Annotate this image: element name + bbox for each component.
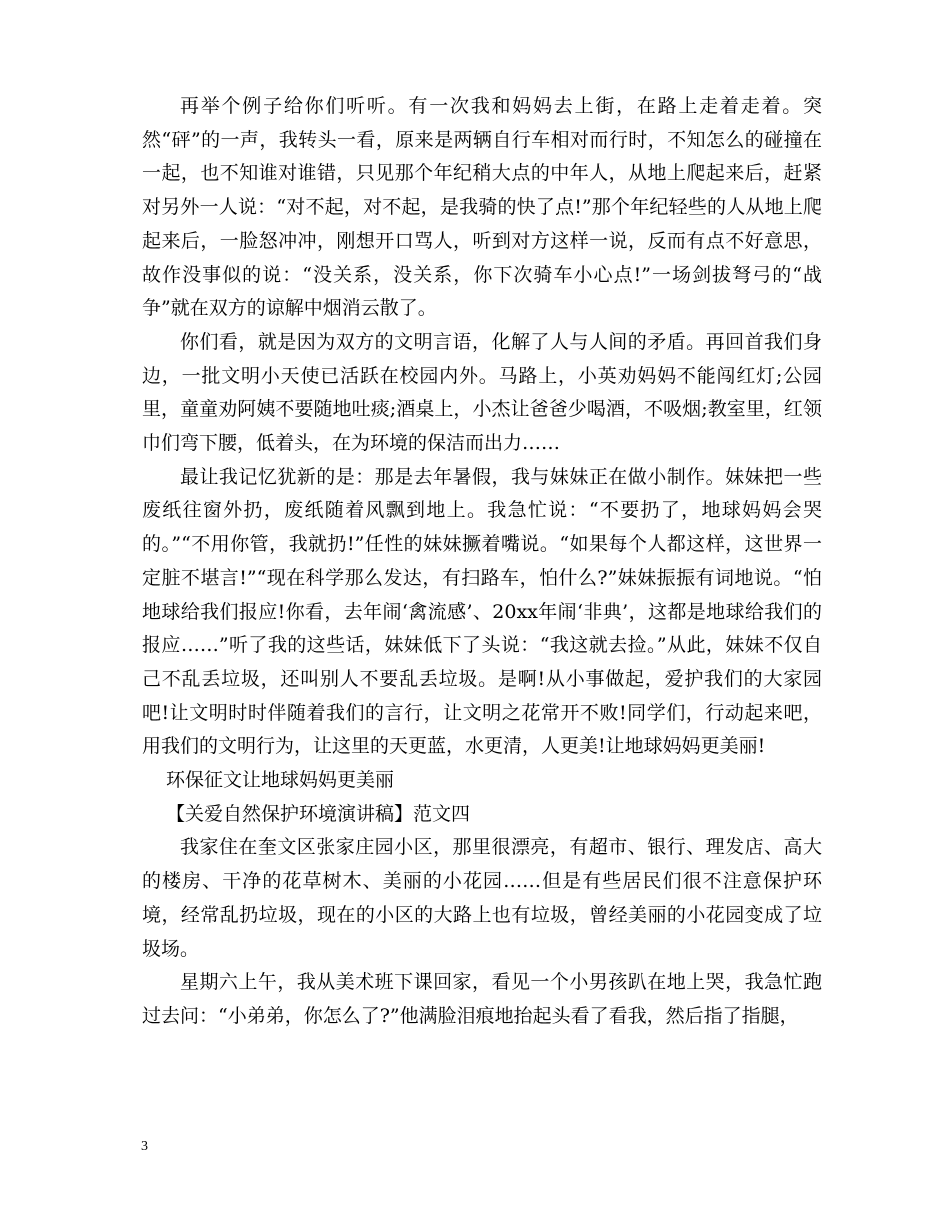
body-paragraph: 星期六上午，我从美术班下课回家，看见一个小男孩趴在地上哭，我急忙跑过去问：“小弟弟，你怎么了?”他满脸泪痕地抬起头看了看我，然后指了指腿，: [142, 971, 822, 1027]
section-heading: 【关爱自然保护环境演讲稿】范文四: [166, 802, 471, 825]
body-paragraph: 你们看，就是因为双方的文明言语，化解了人与人间的矛盾。再回首我们身边，一批文明小天使已活跃在校园内外。马路上，小英劝妈妈不能闯红灯;公园里，童童劝阿姨不要随地吐痰;酒桌上，小杰让爸爸少喝酒，不吸烟;教室里，红领巾们弯下腰，低着头，在为环境的保洁而出力……: [142, 330, 822, 455]
body-paragraph: 我家住在奎文区张家庄园小区，那里很漂亮，有超市、银行、理发店、高大的楼房、干净的花草树木、美丽的小花园……但是有些居民们很不注意保护环境，经常乱扔垃圾，现在的小区的大路上也有垃圾，曾经美丽的小花园变成了垃圾场。: [142, 836, 822, 960]
body-paragraph: 最让我记忆犹新的是：那是去年暑假，我与妹妹正在做小制作。妹妹把一些废纸往窗外扔，废纸随着风飘到地上。我急忙说：“不要扔了，地球妈妈会哭的。”“不用你管，我就扔!”任性的妹妹撅着嘴说。“如果每个人都这样，这世界一定脏不堪言!”“现在科学那么发达，有扫路车，怕什么?”妹妹振振有词地说。“怕地球给我们报应!你看，去年闹‘禽流感’、20xx年闹‘非典’，这都是地球给我们的报应……”听了我的这些话，妹妹低下了头说：“我这就去捡。”从此，妹妹不仅自己不乱丢垃圾，还叫别人不要乱丢垃圾。是啊!从小事做起，爱护我们的大家园吧!让文明时时伴随着我们的言行，让文明之花常开不败!同学们，行动起来吧，用我们的文明行为，让这里的天更蓝，水更清，人更美!让地球妈妈更美丽!: [142, 465, 822, 758]
page-number: 3: [141, 1139, 148, 1154]
essay-title: 环保征文让地球妈妈更美丽: [166, 769, 395, 792]
body-paragraph: 再举个例子给你们听听。有一次我和妈妈去上街，在路上走着走着。突然“砰”的一声，我转头一看，原来是两辆自行车相对而行时，不知怎么的碰撞在一起，也不知谁对谁错，只见那个年纪稍大点的中年人，从地上爬起来后，赶紧对另外一人说：“对不起，对不起，是我骑的快了点!”那个年纪轻些的人从地上爬起来后，一脸怒冲冲，刚想开口骂人，听到对方这样一说，反而有点不好意思，故作没事似的说：“没关系，没关系，你下次骑车小心点!”一场剑拔弩弓的“战争”就在双方的谅解中烟消云散了。: [142, 95, 822, 320]
document-body: [142, 90, 822, 1034]
